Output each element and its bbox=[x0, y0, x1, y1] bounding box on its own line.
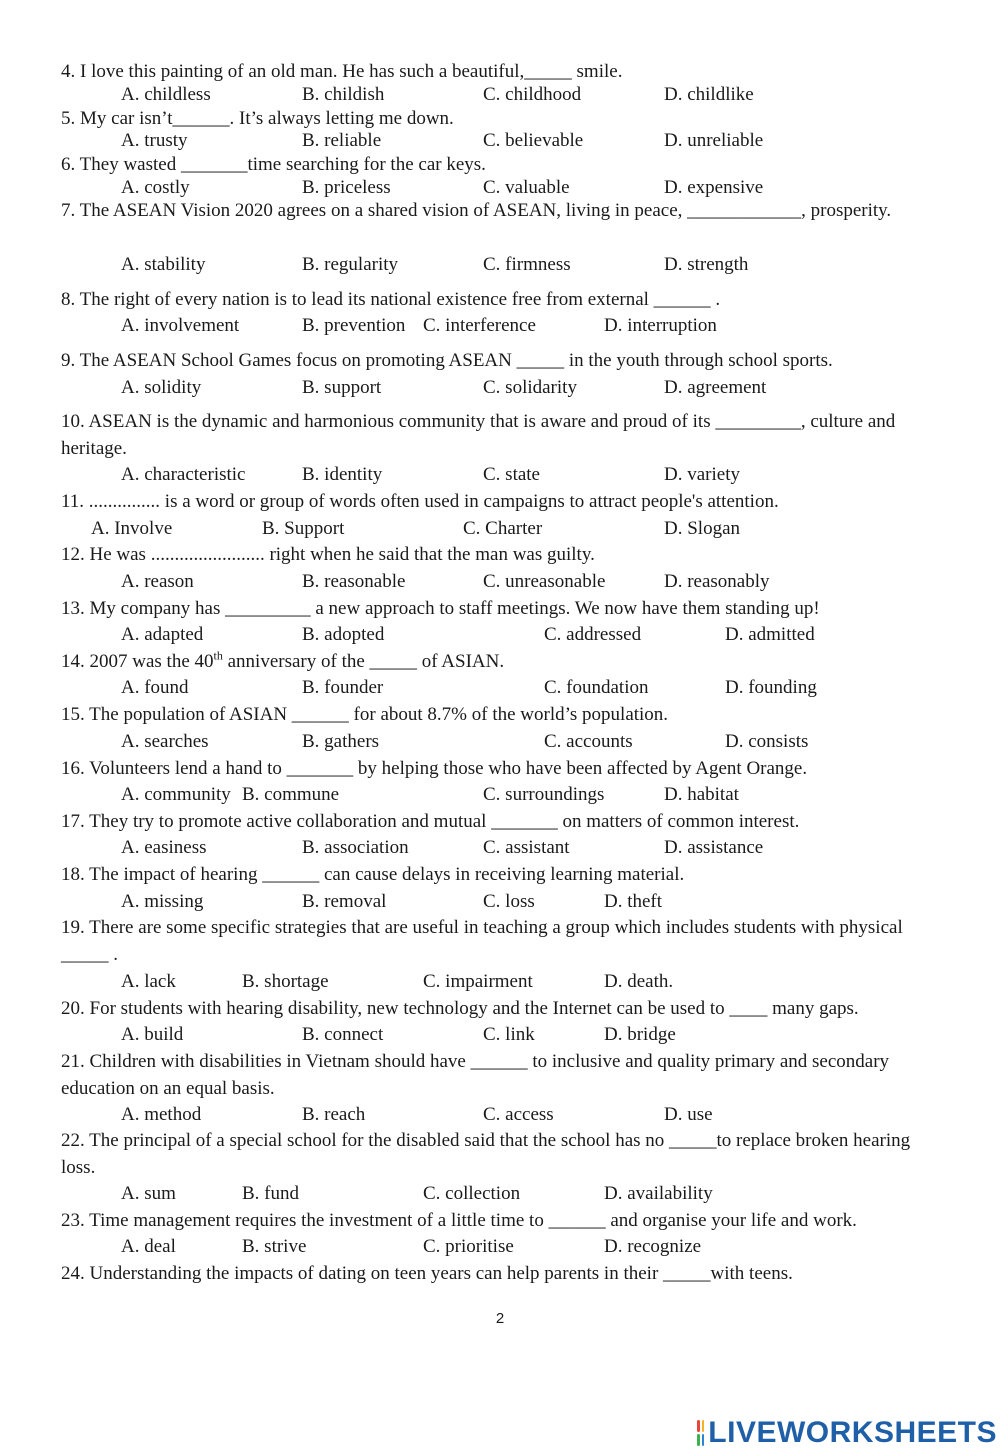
question-4: 4. I love this painting of an old man. He has such a beautiful,_____ smile. bbox=[61, 61, 623, 82]
option-a: A. Involve bbox=[91, 518, 173, 539]
option-d: D. availability bbox=[604, 1183, 713, 1204]
option-b: B. prevention bbox=[302, 315, 406, 336]
option-a: A. found bbox=[121, 677, 189, 698]
option-d: D. interruption bbox=[604, 315, 717, 336]
question-5: 5. My car isn’t______. It’s always letting me down. bbox=[61, 108, 454, 129]
question-24: 24. Understanding the impacts of dating on teen years can help parents in their _____with teens. bbox=[61, 1263, 793, 1284]
option-a: A. sum bbox=[121, 1183, 176, 1204]
question-16: 16. Volunteers lend a hand to _______ by helping those who have been affected by Agent Orange. bbox=[61, 758, 808, 779]
option-d: D. expensive bbox=[664, 177, 764, 198]
option-b: B. strive bbox=[242, 1236, 307, 1257]
option-d: D. death. bbox=[604, 971, 674, 992]
question-8: 8. The right of every nation is to lead its national existence free from external ______ . bbox=[61, 289, 721, 310]
option-d: D. reasonably bbox=[664, 571, 770, 592]
option-c: C. access bbox=[483, 1104, 554, 1125]
question-6: 6. They wasted _______time searching for the car keys. bbox=[61, 154, 486, 175]
option-c: C. link bbox=[483, 1024, 535, 1045]
question-19: 19. There are some specific strategies that are useful in teaching a group which includes students with physical _____ . bbox=[61, 917, 903, 965]
question-14-before: 14. 2007 was the 40 bbox=[61, 651, 214, 672]
options-9 bbox=[0, 376, 900, 400]
option-c: C. collection bbox=[423, 1183, 521, 1204]
logo-icon-square bbox=[697, 1420, 700, 1432]
question-23: 23. Time management requires the investment of a little time to ______ and organise your life and work. bbox=[61, 1210, 857, 1231]
option-b: B. Support bbox=[262, 518, 345, 539]
option-b: B. reliable bbox=[302, 130, 382, 151]
option-c: C. solidarity bbox=[483, 377, 577, 398]
options-16 bbox=[0, 783, 900, 807]
option-a: A. involvement bbox=[121, 315, 240, 336]
option-a: A. stability bbox=[121, 254, 206, 275]
option-c: C. assistant bbox=[483, 837, 570, 858]
options-12 bbox=[0, 570, 900, 594]
options-19 bbox=[0, 970, 900, 994]
options-5 bbox=[0, 129, 900, 153]
question-11: 11. ............... is a word or group of words often used in campaigns to attract people's attention. bbox=[61, 491, 779, 512]
option-a: A. reason bbox=[121, 571, 194, 592]
options-14 bbox=[0, 676, 900, 700]
option-c: C. believable bbox=[483, 130, 584, 151]
option-d: D. Slogan bbox=[664, 518, 740, 539]
question-9: 9. The ASEAN School Games focus on promoting ASEAN _____ in the youth through school sports. bbox=[61, 350, 833, 371]
logo-icon-square bbox=[697, 1434, 700, 1446]
option-b: B. shortage bbox=[242, 971, 329, 992]
option-c: C. valuable bbox=[483, 177, 570, 198]
options-13 bbox=[0, 623, 900, 647]
option-c: C. childhood bbox=[483, 84, 582, 105]
option-b: B. gathers bbox=[302, 731, 380, 752]
logo-icon-square bbox=[702, 1434, 705, 1446]
option-a: A. childless bbox=[121, 84, 211, 105]
option-c: C. Charter bbox=[463, 518, 543, 539]
option-d: D. assistance bbox=[664, 837, 764, 858]
question-17: 17. They try to promote active collaboration and mutual _______ on matters of common interest. bbox=[61, 811, 800, 832]
liveworksheets-logo[interactable] bbox=[697, 1416, 997, 1450]
option-c: C. interference bbox=[423, 315, 536, 336]
option-c: C. prioritise bbox=[423, 1236, 514, 1257]
option-d: D. recognize bbox=[604, 1236, 702, 1257]
question-14-superscript: th bbox=[213, 648, 223, 663]
question-13: 13. My company has _________ a new approach to staff meetings. We now have them standing up! bbox=[61, 598, 820, 619]
question-14 bbox=[61, 648, 931, 675]
option-d: D. variety bbox=[664, 464, 740, 485]
option-d: D. consists bbox=[725, 731, 809, 752]
option-d: D. founding bbox=[725, 677, 817, 698]
options-23 bbox=[0, 1235, 900, 1259]
option-a: A. adapted bbox=[121, 624, 204, 645]
option-b: B. support bbox=[302, 377, 382, 398]
question-18: 18. The impact of hearing ______ can cause delays in receiving learning material. bbox=[61, 864, 685, 885]
logo-icon-square bbox=[702, 1420, 705, 1432]
option-b: B. reasonable bbox=[302, 571, 406, 592]
option-a: A. community bbox=[121, 784, 231, 805]
option-d: D. childlike bbox=[664, 84, 754, 105]
question-12: 12. He was ........................ right when he said that the man was guilty. bbox=[61, 544, 595, 565]
options-15 bbox=[0, 730, 900, 754]
question-15: 15. The population of ASIAN ______ for about 8.7% of the world’s population. bbox=[61, 704, 669, 725]
option-a: A. solidity bbox=[121, 377, 202, 398]
option-c: C. state bbox=[483, 464, 540, 485]
options-10 bbox=[0, 463, 900, 487]
options-4 bbox=[0, 83, 900, 107]
option-c: C. foundation bbox=[544, 677, 649, 698]
options-21 bbox=[0, 1103, 900, 1127]
question-21: 21. Children with disabilities in Vietnam should have ______ to inclusive and quality primary and secondary education on an equal basis. bbox=[61, 1051, 890, 1099]
question-7: 7. The ASEAN Vision 2020 agrees on a shared vision of ASEAN, living in peace, ____________, prosperity. bbox=[61, 200, 892, 221]
option-b: B. association bbox=[302, 837, 409, 858]
option-b: B. priceless bbox=[302, 177, 391, 198]
options-22 bbox=[0, 1182, 900, 1206]
options-8 bbox=[0, 314, 900, 338]
option-c: C. firmness bbox=[483, 254, 571, 275]
option-a: A. characteristic bbox=[121, 464, 246, 485]
option-a: A. deal bbox=[121, 1236, 176, 1257]
option-c: C. unreasonable bbox=[483, 571, 606, 592]
option-b: B. fund bbox=[242, 1183, 299, 1204]
option-d: D. strength bbox=[664, 254, 749, 275]
question-14-after: anniversary of the _____ of ASIAN. bbox=[222, 651, 505, 672]
options-20 bbox=[0, 1023, 900, 1047]
option-d: D. bridge bbox=[604, 1024, 676, 1045]
option-d: D. unreliable bbox=[664, 130, 764, 151]
options-7 bbox=[0, 253, 900, 277]
option-b: B. identity bbox=[302, 464, 383, 485]
page-number: 2 bbox=[495, 1310, 505, 1327]
option-a: A. searches bbox=[121, 731, 209, 752]
option-a: A. easiness bbox=[121, 837, 207, 858]
option-d: D. habitat bbox=[664, 784, 739, 805]
options-11 bbox=[0, 517, 900, 541]
options-18 bbox=[0, 890, 900, 914]
option-b: B. commune bbox=[242, 784, 340, 805]
option-b: B. founder bbox=[302, 677, 384, 698]
option-a: A. missing bbox=[121, 891, 204, 912]
option-a: A. build bbox=[121, 1024, 184, 1045]
option-c: C. addressed bbox=[544, 624, 642, 645]
question-10: 10. ASEAN is the dynamic and harmonious community that is aware and proud of its _________, culture and heritage. bbox=[61, 411, 896, 459]
option-d: D. use bbox=[664, 1104, 713, 1125]
option-c: C. surroundings bbox=[483, 784, 605, 805]
question-20: 20. For students with hearing disability, new technology and the Internet can be used to ____ many gaps. bbox=[61, 998, 859, 1019]
option-a: A. costly bbox=[121, 177, 190, 198]
option-a: A. lack bbox=[121, 971, 176, 992]
option-b: B. reach bbox=[302, 1104, 366, 1125]
question-22: 22. The principal of a special school for the disabled said that the school has no _____to replace broken hearing loss. bbox=[61, 1130, 911, 1178]
option-c: C. loss bbox=[483, 891, 535, 912]
option-b: B. removal bbox=[302, 891, 387, 912]
option-b: B. regularity bbox=[302, 254, 399, 275]
option-d: D. agreement bbox=[664, 377, 767, 398]
option-d: D. theft bbox=[604, 891, 663, 912]
option-c: C. impairment bbox=[423, 971, 533, 992]
options-17 bbox=[0, 836, 900, 860]
option-b: B. adopted bbox=[302, 624, 385, 645]
logo-text: LIVEWORKSHEETS bbox=[708, 1416, 997, 1449]
option-a: A. method bbox=[121, 1104, 202, 1125]
option-b: B. connect bbox=[302, 1024, 384, 1045]
option-c: C. accounts bbox=[544, 731, 633, 752]
option-d: D. admitted bbox=[725, 624, 815, 645]
option-a: A. trusty bbox=[121, 130, 188, 151]
option-b: B. childish bbox=[302, 84, 385, 105]
logo-icon bbox=[697, 1420, 704, 1446]
